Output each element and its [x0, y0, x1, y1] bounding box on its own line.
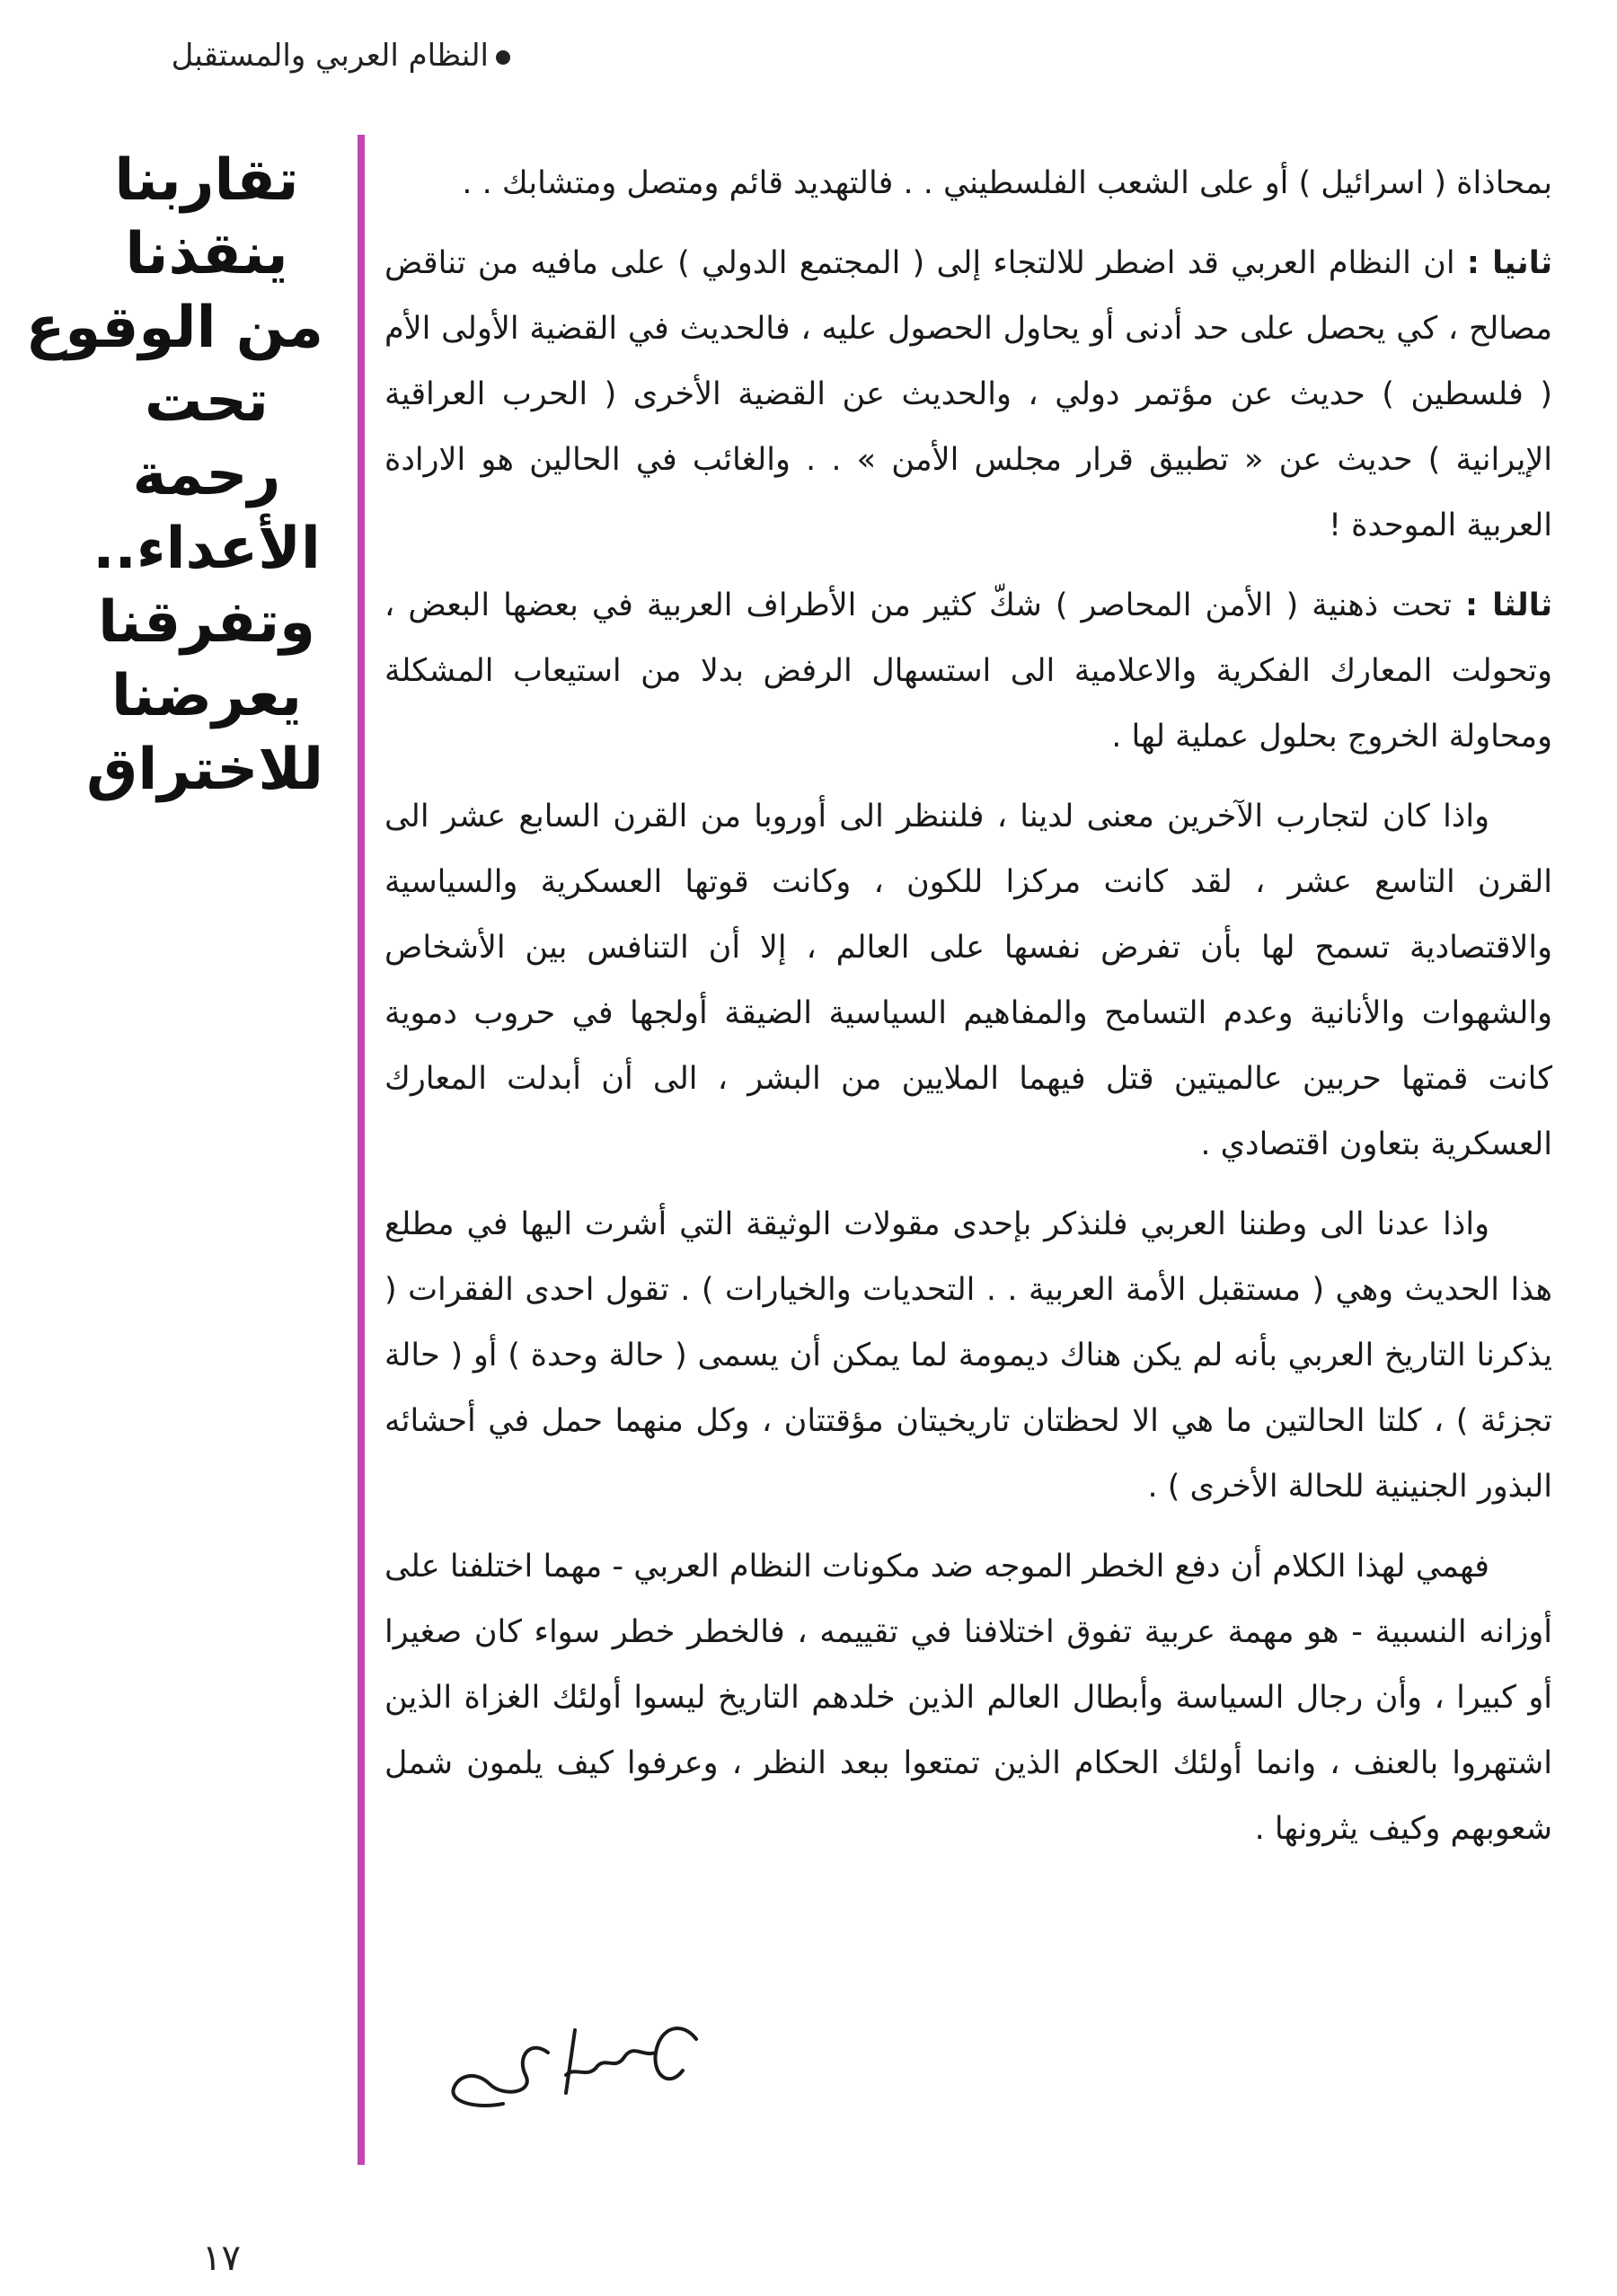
pull-quote-line: يعرضنا — [111, 663, 302, 729]
paragraph-6: فهمي لهذا الكلام أن دفع الخطر الموجه ضد مكونات النظام العربي - مهما اختلفنا على أوزانه النسبية - هو مهمة عربية تفوق اختلافنا في تقييمه ، فالخطر خطر سواء كان صغيرا أو كبيرا ، وأن رجال السياسة وأبطال العالم الذين خلدهم التاريخ ليسوا أولئك الغزاة الذين اشتهروا بالعنف ، وانما أولئك الحكام الذين تمتعوا ببعد النظر ، وعرفوا كيف يلمون شمل شعوبهم وكيف يثرونها . — [384, 1549, 1552, 1847]
paragraph-2 — [384, 231, 1552, 559]
header-bullet-icon — [496, 50, 510, 65]
paragraph-2-text: ان النظام العربي قد اضطر للالتجاء إلى ( المجتمع الدولي ) على مافيه من تناقض مصالح ، كي يحصل على حد أدنى أو يحاول الحصول عليه ، فالحديث في القضية الأولى الأم ( فلسطين ) حديث عن مؤتمر دولي ، والحديث عن القضية الأخرى ( الحرب العراقية الإيرانية ) حديث عن « تطبيق قرار مجلس الأمن » . . والغائب في الحالين هو الارادة العربية الموحدة ! — [384, 245, 1552, 543]
paragraph-2-lead: ثانيا : — [1466, 245, 1552, 281]
column-divider — [358, 135, 365, 2165]
page-number: ١٧ — [202, 2238, 241, 2279]
pull-quote-line: من الوقوع — [25, 295, 323, 361]
pull-quote-line: تحت — [145, 368, 269, 435]
article-body — [384, 151, 1552, 1877]
pull-quote — [25, 144, 323, 807]
paragraph-5: واذا عدنا الى وطننا العربي فلنذكر بإحدى مقولات الوثيقة التي أشرت اليها في مطلع هذا الحديث وهي ( مستقبل الأمة العربية . . التحديات والخيارات ) . تقول احدى الفقرات ( يذكرنا التاريخ العربي بأنه لم يكن هناك ديمومة لما يمكن أن يسمى ( حالة وحدة ) أو ( حالة تجزئة ) ، كلتا الحالتين ما هي الا لحظتان تاريخيتان مؤقتتان ، وكل منهما حمل في أحشائه البذور الجنينية للحالة الأخرى ) . — [384, 1206, 1552, 1505]
pull-quote-line: وتفرقنا — [98, 589, 315, 656]
signature — [440, 2003, 710, 2120]
pull-quote-line: تقاربنا — [114, 147, 299, 214]
paragraph-3 — [384, 573, 1552, 770]
paragraph-1: بمحاذاة ( اسرائيل ) أو على الشعب الفلسطيني . . فالتهديد قائم ومتصل ومتشابك . . — [462, 165, 1552, 201]
paragraph-3-text: تحت ذهنية ( الأمن المحاصر ) شكّ كثير من الأطراف العربية في بعضها البعض ، وتحولت المعارك الفكرية والاعلامية الى استسهال الرفض بدلا من استيعاب المشكلة ومحاولة الخروج بحلول عملية لها . — [384, 587, 1552, 755]
running-title: النظام العربي والمستقبل — [171, 38, 489, 74]
pull-quote-line: للاختراق — [86, 737, 323, 803]
paragraph-3-lead: ثالثا : — [1465, 587, 1552, 623]
running-header — [171, 36, 510, 75]
paragraph-4: واذا كان لتجارب الآخرين معنى لدينا ، فلننظر الى أوروبا من القرن السابع عشر الى القرن التاسع عشر ، لقد كانت مركزا للكون ، وكانت قوتها العسكرية والسياسية والاقتصادية تسمح لها بأن تفرض نفسها على العالم ، إلا أن التنافس بين الأشخاص والشهوات والأنانية وعدم التسامح والمفاهيم السياسية الضيقة أولجها في حروب دموية كانت قمتها حربين عالميتين قتل فيهما الملايين من البشر ، الى أن أبدلت المعارك العسكرية بتعاون اقتصادي . — [384, 799, 1552, 1162]
pull-quote-line: الأعداء.. — [93, 516, 321, 582]
pull-quote-line: رحمة — [132, 442, 281, 508]
signature-stroke — [453, 2028, 696, 2106]
pull-quote-line: ينقذنا — [125, 221, 288, 287]
